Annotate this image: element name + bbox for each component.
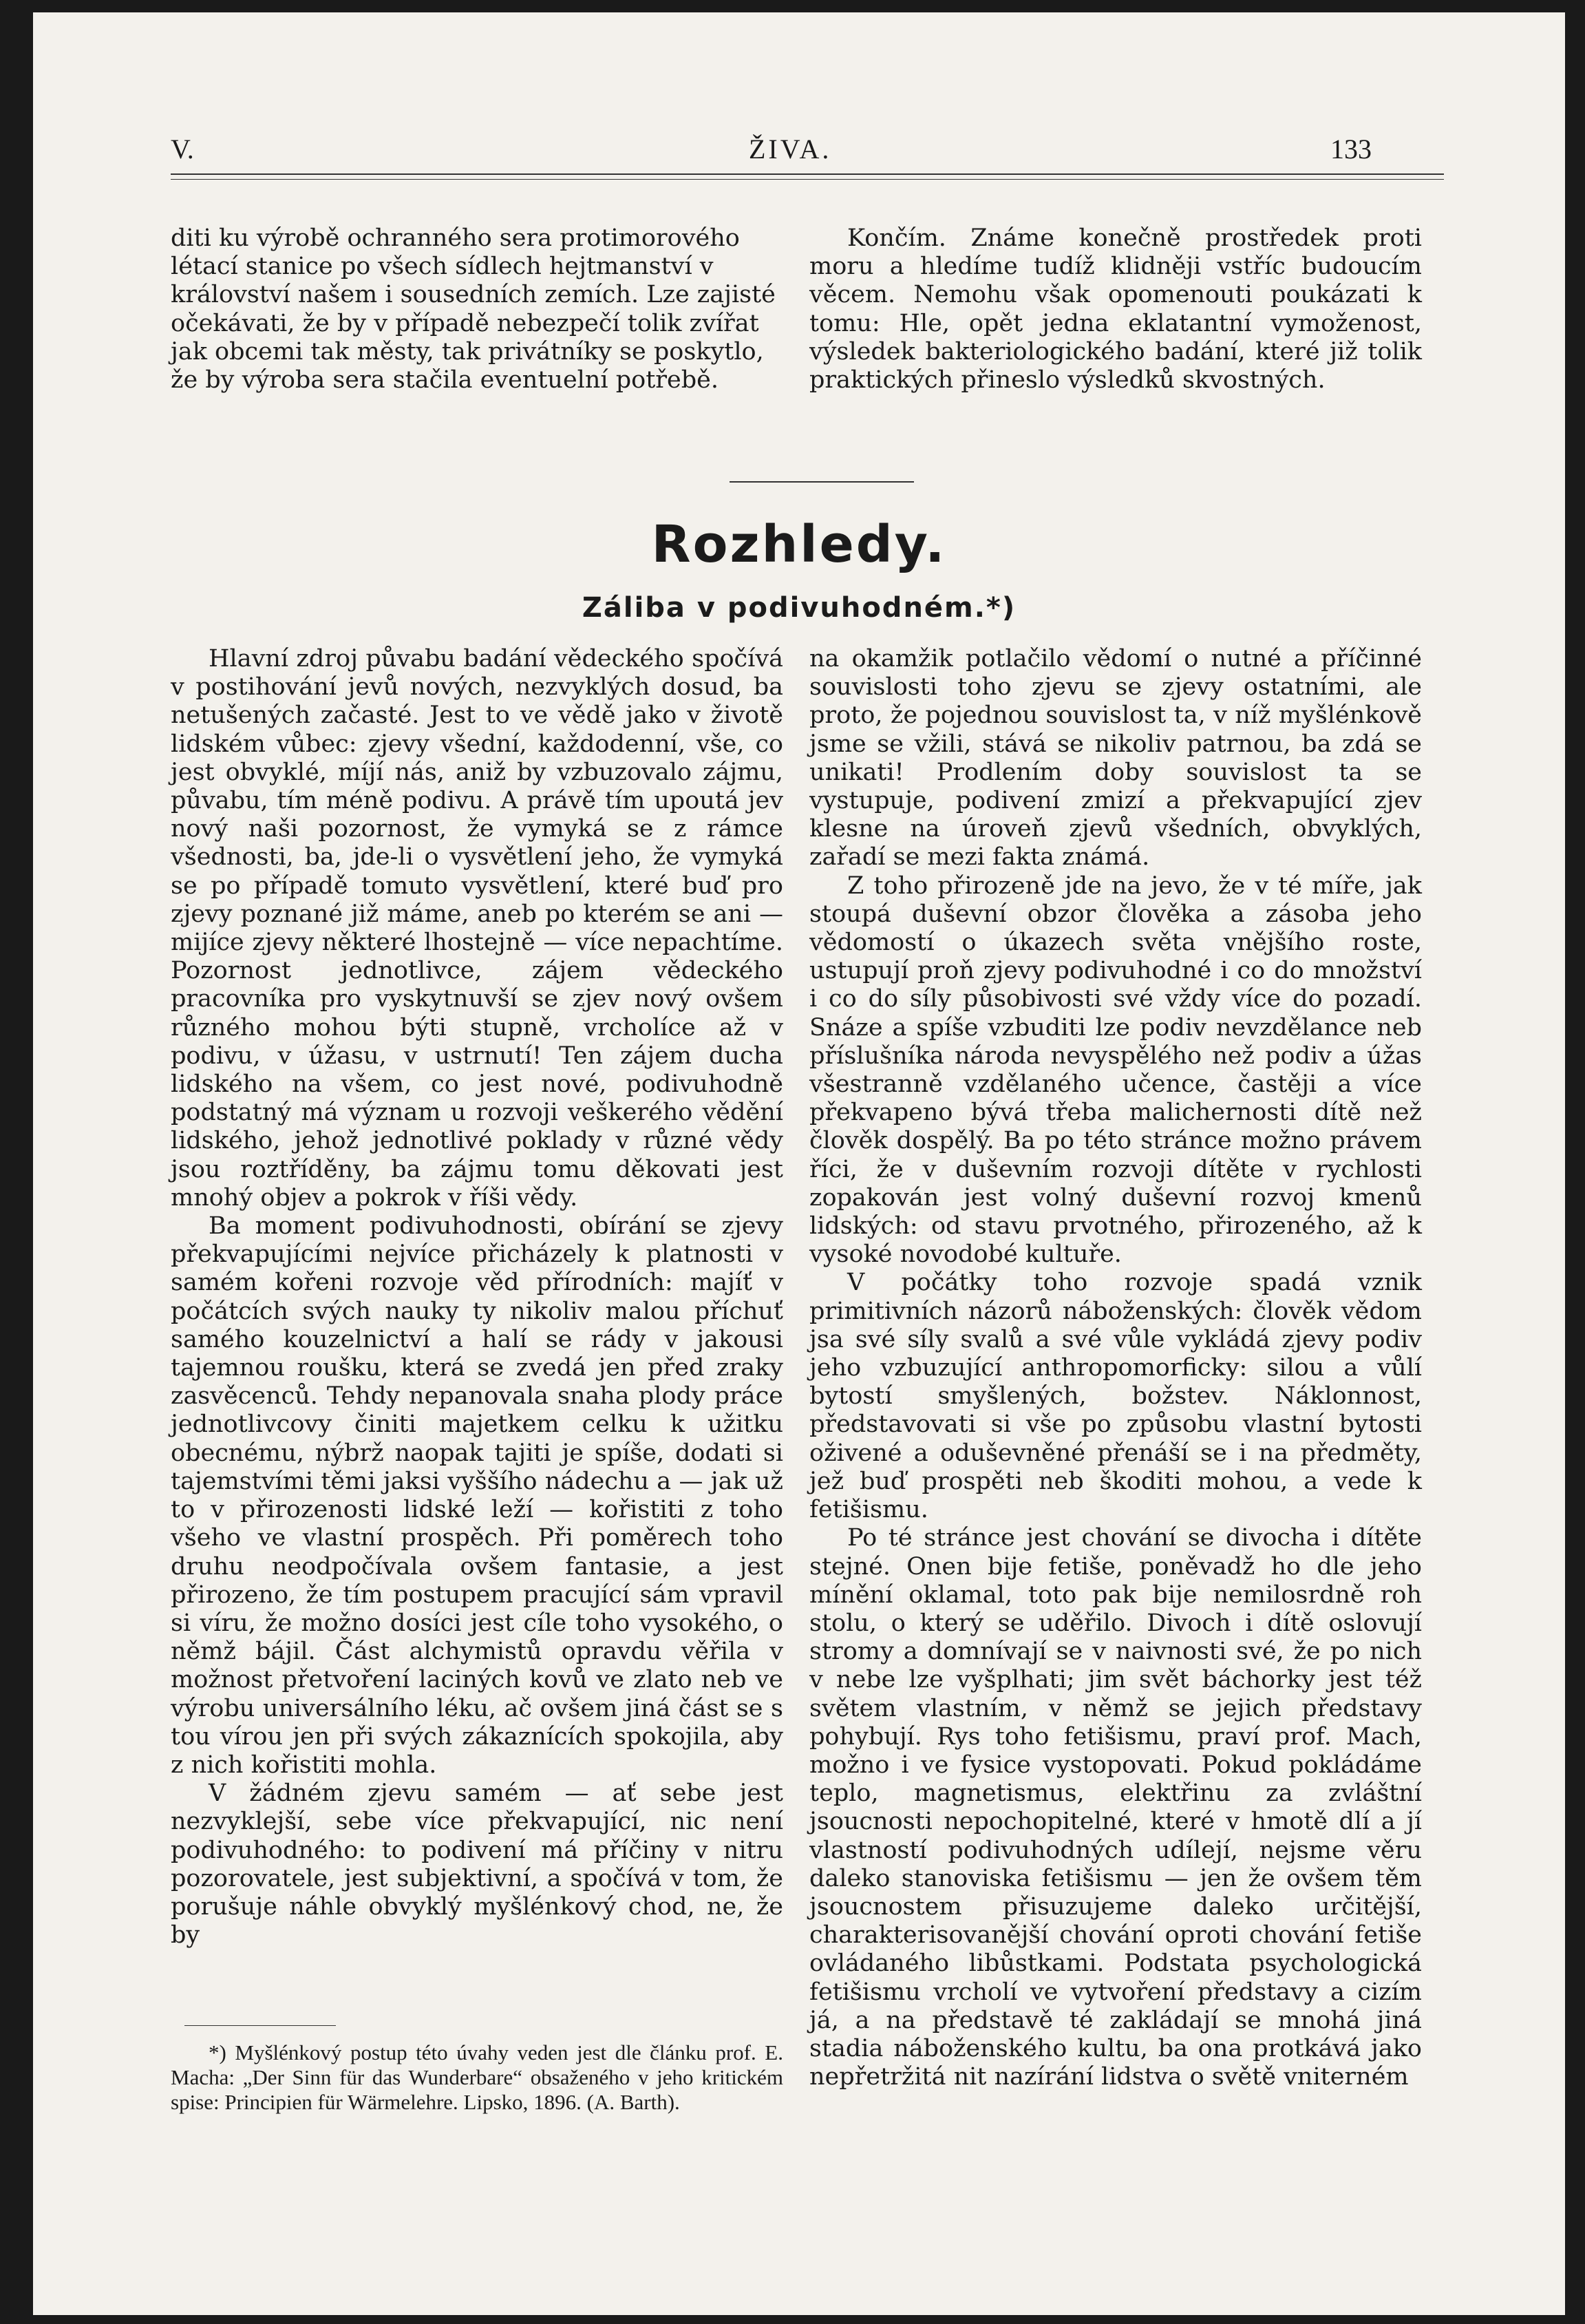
header-rule xyxy=(171,173,1444,175)
footnote-text: *) Myšlénkový postup této úvahy veden jest dle článku prof. E. Macha: „Der Sinn für das Wunderbare“ obsaženého v jeho kritickém spise: Principien für Wärmelehre. Lipsko, 1896. (A. Barth). xyxy=(171,2040,783,2114)
footnote xyxy=(171,2040,783,2115)
header-rule-thin xyxy=(171,179,1444,180)
journal-page xyxy=(33,12,1565,2315)
volume-number: V. xyxy=(171,134,194,165)
paragraph: na okamžik potlačilo vědomí o nutné a příčinné souvislosti toho zjevu se zjevy ostatními, ale proto, že pojednou souvislost ta, v níž myšlénkově jsme se vžili, stává se nikoliv patrnou, ba zdá se unikati! Prodlením doby souvislost ta se vystupuje, podivení zmizí a překvapující zjev klesne na úroveň zjevů všedních, obvyklých, zařadí se mezi fakta známá. xyxy=(809,645,1422,872)
paragraph: V žádném zjevu samém — ať sebe jest nezvyklejší, sebe více překvapující, nic není podivuhodného: to podivení má příčiny v nitru pozorovatele, jest subjektivní, a spočívá v tom, že porušuje náhle obvyklý myšlénkový chod, ne, že by xyxy=(171,1779,783,1950)
paragraph: Po té stránce jest chování se divocha i dítěte stejné. Onen bije fetiše, poněvadž ho dle jeho mínění oklamal, toto pak bije nemilosrdně roh stolu, o který se uděřilo. Divoch i dítě oslovují stromy a domnívají se v naivnosti své, že po nich v nebe lze vyšplhati; jim svět báchorky jest též světem vlastním, v němž se jejich představy pohybují. Rys toho fetišismu, praví prof. Mach, možno i ve fysice vystopovati. Pokud pokládáme teplo, magnetismus, elektřinu za zvláštní jsoucnosti nepochopitelné, které v hmotě dlí a jí vlastností podivuhodných udílejí, nejsme věru daleko stanoviska fetišismu — jen že ovšem těm jsoucnostem přisuzujeme daleko určitější, charakterisovanější chování oproti chování fetiše ovládaného libůstkami. Podstata psychologická fetišismu vrcholí ve vytvoření představy a cizím já, a na představě té zakládají se mnohá jiná stadia náboženského kultu, ba ona protkává jako nepřetržitá nit nazírání lidstva o světě vniterném xyxy=(809,1524,1422,2091)
journal-title: ŽIVA. xyxy=(749,134,832,165)
paragraph: Hlavní zdroj půvabu badání vědeckého spočívá v postihování jevů nových, nezvyklých dosud, ba netušených začasté. Jest to ve vědě jako v životě lidském vůbec: zjevy všední, každodenní, vše, co jest obvyklé, míjí nás, aniž by vzbuzovalo zájmu, půvabu, tím méně podivu. A právě tím upoutá jev nový naši pozornost, že vymyká se z rámce všednosti, ba, jde-li o vysvětlení jeho, že vymyká se po případě tomuto vysvětlení, které buď pro zjevy poznané již máme, aneb po kterém se ani — mijíce zjevy některé lhostejně — více nepachtíme. Pozornost jednotlivce, zájem vědeckého pracovníka pro vyskytnuvší se zjev nový ovšem různého mohou býti stupně, vrcholíce až v podivu, v úžasu, v ustrnutí! Ten zájem ducha lidského na všem, co jest nové, podivuhodně podstatný má význam u rozvoji veškerého vědění lidského, jehož jednotlivé poklady v různé vědy jsou roztříděny, ba zájmu tomu děkovati jest mnohý objev a pokrok v říši vědy. xyxy=(171,645,783,1212)
paragraph: Ba moment podivuhodnosti, obírání se zjevy překvapujícími nejvíce přicházely k platnosti v samém kořeni rozvoje věd přírodních: majíť v počátcích svých nauky ty nikoliv malou příchuť samého kouzelnictví a halí se rády v jakousi tajemnou roušku, která se zvedá jen před zraky zasvěcenců. Tehdy nepanovala snaha plody práce jednotlivcovy činiti majetkem celku k užitku obecnému, nýbrž naopak tajiti je spíše, dodati si tajemstvími těmi jaksi vyššího nádechu a — jak už to v přirozenosti lidské leží — kořistiti z toho všeho ve vlastní prospěch. Při poměrech toho druhu neodpočívala ovšem fantasie, a jest přirozeno, že tím postupem pracující sám vpravil si víru, že možno dosíci jest cíle toho vysokého, o němž bájil. Část alchymistů opravdu věřila v možnost přetvoření laciných kovů ve zlato neb ve výrobu universálního léku, ač ovšem jiná část se s tou vírou jen při svých zákaznících spokojila, aby z nich kořistiti mohla. xyxy=(171,1212,783,1779)
page-number: 133 xyxy=(1330,134,1372,165)
paragraph: Končím. Známe konečně prostředek proti moru a hledíme tudíž klidněji vstříc budoucím věcem. Nemohu však opomenouti poukázati k tomu: Hle, opět jedna eklatantní vymoženost, výsledek bakteriologického badání, které již tolik praktických přineslo výsledků skvostných. xyxy=(809,224,1422,394)
section-separator xyxy=(730,481,914,483)
paragraph: V počátky toho rozvoje spadá vznik primitivních názorů náboženských: člověk vědom jsa své síly svalů a své vůle vykládá zjevy podiv jeho vzbuzující anthropomorficky: silou a vůlí bytostí smyšlených, božstev. Náklonnost, představovati si vše po způsobu vlastní bytosti oživené a oduševněné přenáší se i na předměty, jež buď prospěti neb škoditi mohou, a vede k fetišismu. xyxy=(809,1269,1422,1524)
article-column-right xyxy=(809,645,1422,2091)
paragraph: Z toho přirozeně jde na jevo, že v té míře, jak stoupá duševní obzor člověka a zásoba jeho vědomostí o úkazech světa vnějšího roste, ustupují proň zjevy podivuhodné i co do množství i co do síly působivosti své vždy více do pozadí. Snáze a spíše vzbuditi lze podiv nevzdělance neb příslušníka národa nevyspělého než podiv a úžas všestranně vzdělaného učence, častěji a více překvapeno bývá třeba malichernosti dítě než člověk dospělý. Ba po této stránce možno právem říci, že v duševním rozvoji dítěte v rychlosti zopakován jest volný duševní rozvoj kmenů lidských: od stavu prvotného, přirozeného, až k vysoké novodobé kultuře. xyxy=(809,872,1422,1269)
continued-text-left xyxy=(171,224,783,394)
paragraph: diti ku výrobě ochranného sera protimorového létací stanice po všech sídlech hejtmanství v království našem i sousedních zemích. Lze zajisté očekávati, že by v případě nebezpečí tolik zvířat jak obcemi tak městy, tak privátníky se poskytlo, že by výroba sera stačila eventuelní potřebě. xyxy=(171,224,776,394)
article-column-left xyxy=(171,645,783,1950)
section-title: Rozhledy. xyxy=(651,515,947,574)
continued-text-right xyxy=(809,224,1422,394)
article-title: Záliba v podivuhodném.*) xyxy=(582,592,1017,624)
footnote-rule xyxy=(184,2025,336,2026)
running-header xyxy=(33,133,1565,174)
